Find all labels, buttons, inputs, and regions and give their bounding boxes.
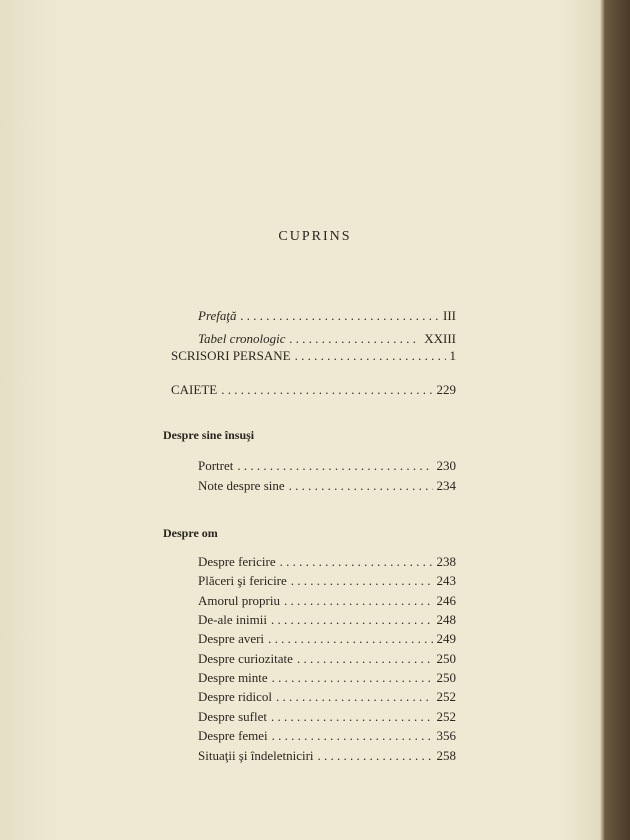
toc-entry-title: CAIETE [171, 382, 218, 397]
toc-entry [198, 553, 456, 571]
toc-entry-title: Despre curiozitate [198, 651, 293, 666]
section-heading: Despre om [163, 526, 218, 540]
toc-entry-page: XXIII [424, 331, 456, 346]
dot-leader [276, 688, 432, 706]
toc-entry [198, 457, 456, 475]
dot-leader [271, 708, 433, 726]
toc-entry-title: Despre minte [198, 670, 268, 685]
dot-leader [272, 669, 433, 687]
dot-leader [280, 553, 433, 571]
dot-leader [295, 347, 446, 365]
toc-entry-title: Note despre sine [198, 478, 285, 493]
toc-entry-page: 243 [436, 573, 456, 588]
toc-entry-title: Portret [198, 458, 234, 473]
toc-entry [198, 477, 456, 495]
toc-entry [198, 592, 456, 610]
toc-entry-title: De-ale inimii [198, 612, 267, 627]
section-heading: Despre sine însuşi [163, 428, 255, 442]
toc-entry-page: 230 [436, 458, 456, 473]
toc-entry [198, 630, 456, 648]
dot-leader [268, 630, 432, 648]
dot-leader [271, 611, 433, 629]
toc-entry [198, 747, 456, 765]
toc-entry-page: 234 [436, 478, 456, 493]
page-title: CUPRINS [278, 229, 352, 244]
toc-entry-page: 246 [436, 593, 456, 608]
toc-entry-page: 258 [436, 748, 456, 763]
toc-entry-page: 1 [449, 348, 456, 363]
toc-entry [198, 572, 456, 590]
toc-entry-page: III [443, 308, 456, 323]
toc-entry-page: 252 [436, 709, 456, 724]
toc-entry-title: Plăceri şi fericire [198, 573, 287, 588]
toc-entry-title: Despre femei [198, 728, 268, 743]
toc-entry [198, 727, 456, 745]
toc-entry-page: 229 [436, 382, 456, 397]
toc-entry-title: Despre suflet [198, 709, 267, 724]
dot-leader [289, 477, 433, 495]
toc-entry-page: 248 [436, 612, 456, 627]
toc-entry-title: SCRISORI PERSANE [171, 348, 291, 363]
toc-entry-page: 356 [436, 728, 456, 743]
dot-leader [290, 330, 421, 348]
dot-leader [272, 727, 433, 745]
toc-entry-tabel-cronologic [198, 330, 456, 348]
toc-entry-page: 252 [436, 689, 456, 704]
toc-entry-title: Prefaţă [198, 308, 237, 323]
toc-entry-page: 238 [436, 554, 456, 569]
toc-entry [198, 708, 456, 726]
toc-entry-prefata [198, 307, 456, 325]
dot-leader [318, 747, 433, 765]
dot-leader [297, 650, 433, 668]
toc-entry-title: Amorul propriu [198, 593, 280, 608]
dot-leader [241, 307, 439, 325]
toc-entry-caiete [171, 381, 456, 399]
dot-leader [237, 457, 432, 475]
toc-entry-page: 250 [436, 651, 456, 666]
toc-entry [198, 669, 456, 687]
toc-entry-title: Despre averi [198, 631, 265, 646]
toc-entry-scrisori-persane [171, 347, 456, 365]
dot-leader [291, 572, 433, 590]
toc-entry-title: Tabel cronologic [198, 331, 286, 346]
toc-entry-title: Despre ridicol [198, 689, 273, 704]
toc-entry-title: Situaţii şi îndeletniciri [198, 748, 314, 763]
toc-entry-page: 249 [436, 631, 456, 646]
dot-leader [284, 592, 433, 610]
toc-entry [198, 650, 456, 668]
toc-entry [198, 611, 456, 629]
dot-leader [221, 381, 432, 399]
toc-entry [198, 688, 456, 706]
toc-entry-page: 250 [436, 670, 456, 685]
toc-entry-title: Despre fericire [198, 554, 276, 569]
